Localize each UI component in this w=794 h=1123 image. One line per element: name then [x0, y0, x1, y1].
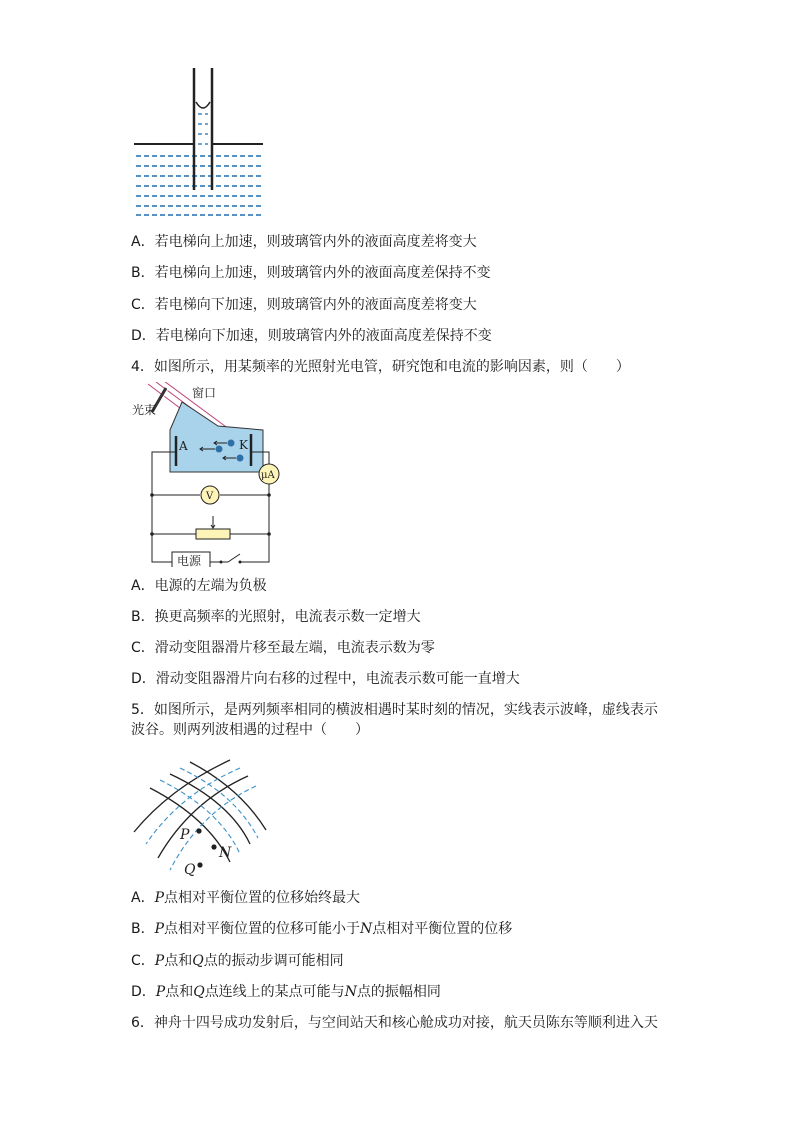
q3-option-c: C．若电梯向下加速，则玻璃管内外的液面高度差将变大	[131, 297, 477, 313]
power-label: 电源	[177, 554, 202, 567]
rheostat	[196, 529, 230, 539]
q4-stem: 4．如图所示，用某频率的光照射光电管，研究饱和电流的影响因素，则（ ）	[131, 359, 630, 375]
point-q	[197, 862, 202, 867]
wave-interference-figure	[130, 758, 270, 878]
voltmeter-label: V	[206, 491, 214, 502]
q4-option-b: B．换更高频率的光照射，电流表示数一定增大	[131, 609, 421, 625]
beam-label: 光束	[132, 403, 157, 417]
point-n	[211, 844, 216, 849]
q4-option-a: A．电源的左端为负极	[131, 578, 267, 594]
q5-option-c: C．P点和Q点的振动步调可能相同	[131, 953, 344, 969]
q5-option-a: A．P点相对平衡位置的位移始终最大	[131, 890, 360, 906]
photocell-tube	[170, 402, 263, 472]
label-p: P	[180, 827, 190, 843]
q3-option-b: B．若电梯向上加速，则玻璃管内外的液面高度差保持不变	[131, 265, 491, 281]
microammeter-label: μA	[261, 470, 275, 481]
photoelectric-circuit-figure	[130, 382, 290, 567]
q4-option-d: D．滑动变阻器滑片向右移的过程中，电流表示数可能一直增大	[131, 671, 520, 687]
label-q: Q	[184, 862, 196, 878]
anode-label: A	[179, 439, 188, 453]
cathode-label: K	[239, 438, 248, 452]
q6-stem: 6．神舟十四号成功发射后，与空间站天和核心舱成功对接，航天员陈东等顺利进入天	[131, 1015, 658, 1031]
q5-option-b: B．P点相对平衡位置的位移可能小于N点相对平衡位置的位移	[131, 921, 513, 937]
q4-option-c: C．滑动变阻器滑片移至最左端，电流表示数为零	[131, 640, 435, 656]
q5-stem: 5．如图所示，是两列频率相同的横波相遇时某时刻的情况，实线表示波峰，虚线表示波谷。则两列波相遇的过程中（ ）	[131, 702, 658, 738]
q3-option-a: A．若电梯向上加速，则玻璃管内外的液面高度差将变大	[131, 234, 477, 250]
q3-option-d: D．若电梯向下加速，则玻璃管内外的液面高度差保持不变	[131, 328, 492, 344]
q5-option-d: D．P点和Q点连线上的某点可能与N点的振幅相同	[131, 984, 441, 1000]
window-label: 窗口	[192, 386, 217, 400]
point-p	[196, 828, 201, 833]
tube-liquid-figure	[130, 66, 265, 221]
label-n: N	[219, 845, 232, 861]
